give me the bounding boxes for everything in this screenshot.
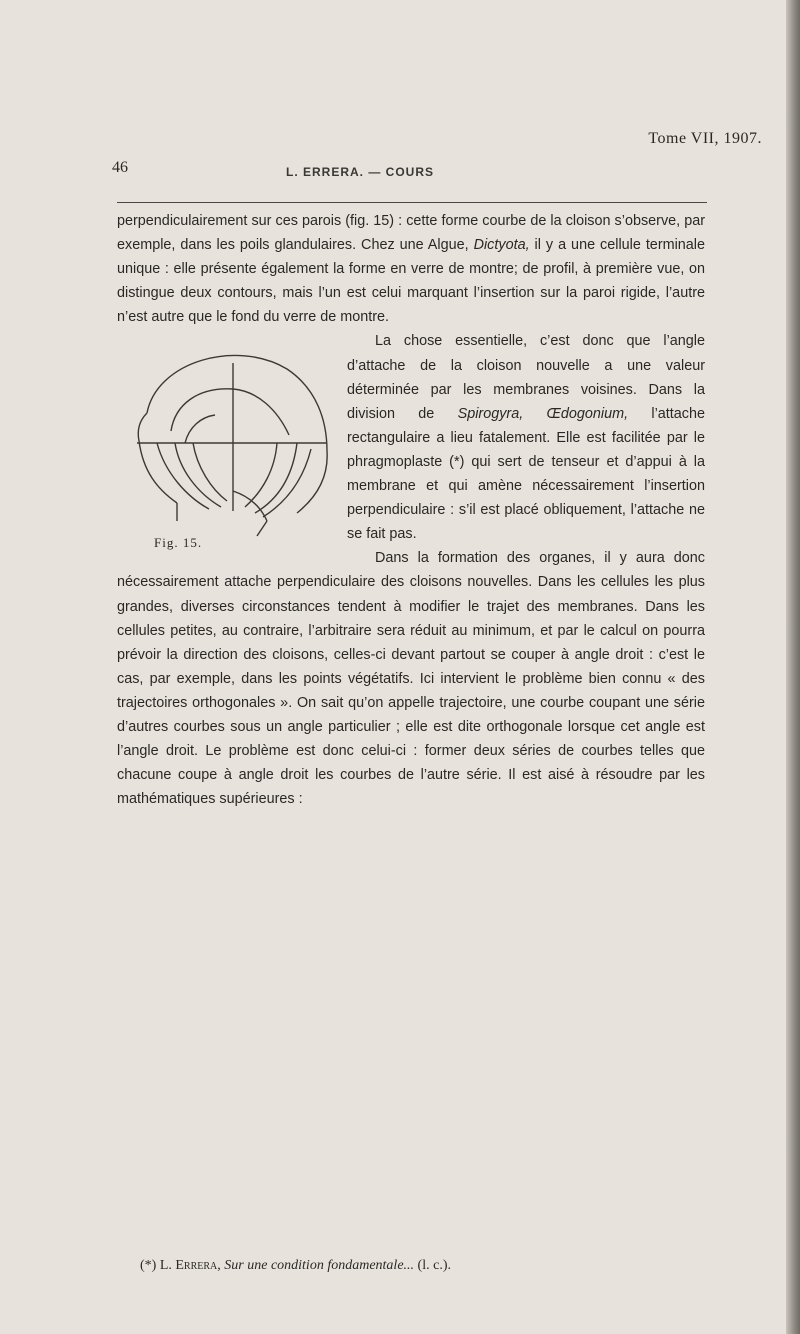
page-edge-shadow [786,0,800,1334]
figure-caption: Fig. 15. [154,535,203,551]
footnote-title: Sur une condition fondamentale... [220,1258,415,1273]
body-text [117,209,705,811]
paragraph-1 [117,209,705,329]
taxa-spirogyra-oedogonium: Spirogyra, Œdogonium, [457,405,629,422]
paragraph-2-text-rest: l’attache rectangulaire a lieu fatalement. Elle est facilitée par le phragmoplaste (*) qui sert de tenseur et d’appui à la membrane et qui amène nécessairement l’insertion perpendiculaire : s’il est placé obliquement, l’attache ne se fait pas. [347,405,705,543]
figure-15 [117,331,335,551]
paragraph-1-text: perpendiculairement sur ces parois (fig. 15) : cette forme courbe de la cloison s’observe, par exemple, dans les poils glandulaires. Chez une Algue, [117,213,705,254]
paragraph-2-text: La chose essentielle, c’est donc que l’angle d’attache de la cloison nouvelle a une valeur déterminée par les membranes voisines. Dans la division de [347,333,705,422]
lower-arc-1 [157,443,209,509]
small-arc [233,491,267,521]
lower-arc-2 [175,443,221,507]
cell-division-diagram [117,331,335,551]
header-rule [117,202,707,203]
footnote [140,1258,451,1274]
innermost-arc [185,415,215,443]
lower-arc-right-1 [245,443,277,507]
inner-arc-left [171,389,233,431]
volume-label: Tome VII, 1907. [648,130,762,147]
outer-wall-curve [147,356,327,514]
running-head: L. ERRERA. — COURS [286,165,435,179]
lower-arc-3 [193,443,227,501]
paragraph-3: Dans la formation des organes, il y aura donc nécessairement attache perpendiculaire des cloisons nouvelles. Dans les cellules les plus grandes, diverses circonstances tendent à modifier le trajet des membranes. Dans les cellules petites, au contraire, l’arbitraire sera réduit au minimum, et par le calcul on pourra prévoir la direction des cloisons, celles-ci devant partout se couper à angle droit : c’est le cas, par exemple, dans les points végétatifs. Ici intervient le problème bien connu « des trajectoires orthogonales ». On sait qu’on appelle trajectoire, une courbe coupant une série d’autres courbes sous un angle particulier ; elle est dite orthogonale lorsque cet angle est l’angle droit. Le problème est donc celui-ci : former deux séries de courbes telles que chacune coupe à angle droit les courbes de l’autre série. Il est aisé à résoudre par les mathématiques supérieures : [117,550,705,808]
stem-right [257,521,267,536]
footnote-ref: (l. c.). [414,1258,451,1273]
lower-left-wall [139,441,177,503]
inner-arc-right [233,389,289,435]
taxon-dictyota: Dictyota, [473,237,530,254]
footnote-author: L. Errera, [159,1258,221,1273]
page-number: 46 [112,159,128,176]
paragraph-1-text-rest: il y a une cellule terminale unique : elle présente également la forme en verre de montre; de profil, à première vue, on distingue deux contours, mais l’un est celui marquant l’insertion sur la paroi rigide, l’autre n’est autre que le fond du verre de montre. [117,237,705,326]
footnote-marker: (*) [140,1258,160,1273]
outer-wall-left [138,413,147,441]
